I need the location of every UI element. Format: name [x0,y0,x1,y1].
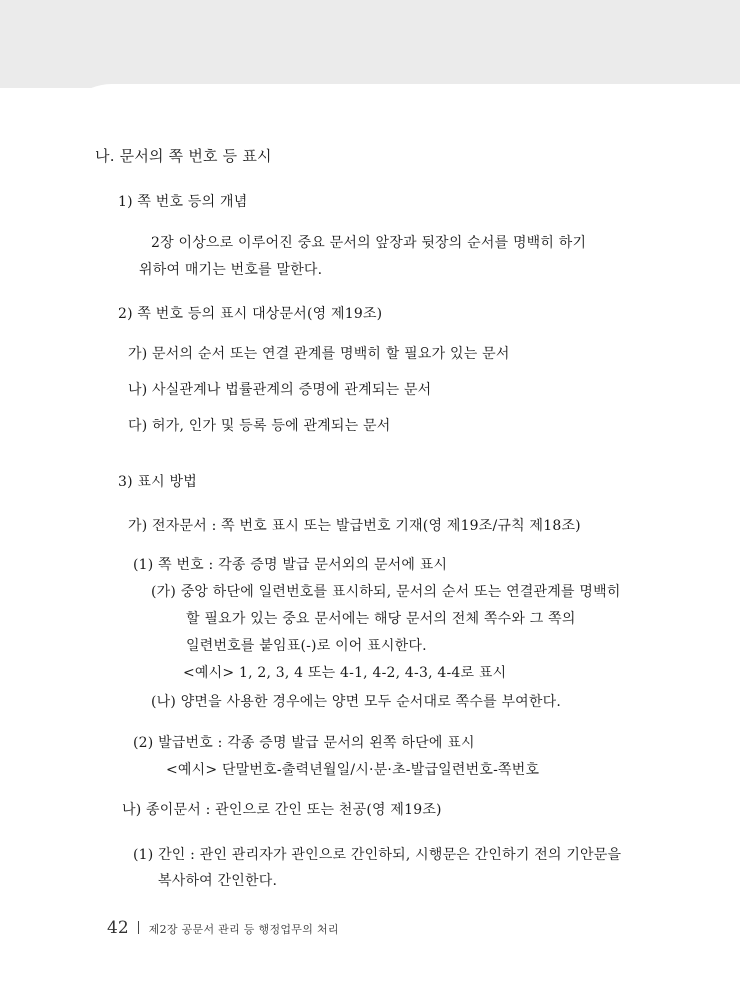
example-1: <예시> 1, 2, 3, 4 또는 4-1, 4-2, 4-3, 4-4로 표시 [183,665,507,681]
chapter-title: 제2장 공문서 관리 등 행정업무의 처리 [148,923,339,936]
item-3-a-1: (1) 쪽 번호 : 각종 증명 발급 문서외의 문서에 표시 [133,557,448,573]
item-2-a: 가) 문서의 순서 또는 연결 관계를 명백히 할 필요가 있는 문서 [128,346,510,362]
header-band [0,0,740,88]
item-3-a-1-na: (나) 양면을 사용한 경우에는 양면 모두 순서대로 쪽수를 부여한다. [151,694,561,710]
item-1-title: 1) 쪽 번호 등의 개념 [118,194,248,210]
section-heading: 나. 문서의 쪽 번호 등 표시 [95,147,272,165]
page-footer [107,918,339,938]
item-3-b-1-line1: (1) 간인 : 관인 관리자가 관인으로 간인하되, 시행문은 간인하기 전의 기안문을 [133,847,622,863]
example-2: <예시> 단말번호-출력년월일/시·분·초-발급일련번호-쪽번호 [166,762,540,778]
item-3-b: 나) 종이문서 : 관인으로 간인 또는 천공(영 제19조) [122,802,442,818]
footer-divider [138,921,139,934]
item-2-b: 나) 사실관계나 법률관계의 증명에 관계되는 문서 [128,382,432,398]
item-2-title: 2) 쪽 번호 등의 표시 대상문서(영 제19조) [118,306,383,322]
page-sheet [56,84,740,1005]
item-3-a: 가) 전자문서 : 쪽 번호 표시 또는 발급번호 기재(영 제19조/규칙 제18조) [128,518,581,534]
item-3-a-1-ga-line1: (가) 중앙 하단에 일련번호를 표시하되, 문서의 순서 또는 연결관계를 명백히 [151,584,621,600]
item-3-a-1-ga-line2: 할 필요가 있는 중요 문서에는 해당 문서의 전체 쪽수와 그 쪽의 [186,611,576,627]
item-1-text-line2: 위하여 매기는 번호를 말한다. [139,262,323,278]
item-3-b-1-line2: 복사하여 간인한다. [158,873,278,889]
item-3-a-2: (2) 발급번호 : 각종 증명 발급 문서의 왼쪽 하단에 표시 [133,735,475,751]
item-3-title: 3) 표시 방법 [118,474,197,490]
page-number: 42 [107,918,129,938]
item-2-c: 다) 허가, 인가 및 등록 등에 관계되는 문서 [128,418,391,434]
item-1-text-line1: 2장 이상으로 이루어진 중요 문서의 앞장과 뒷장의 순서를 명백히 하기 [151,235,587,251]
item-3-a-1-ga-line3: 일련번호를 붙임표(-)로 이어 표시한다. [186,638,427,654]
